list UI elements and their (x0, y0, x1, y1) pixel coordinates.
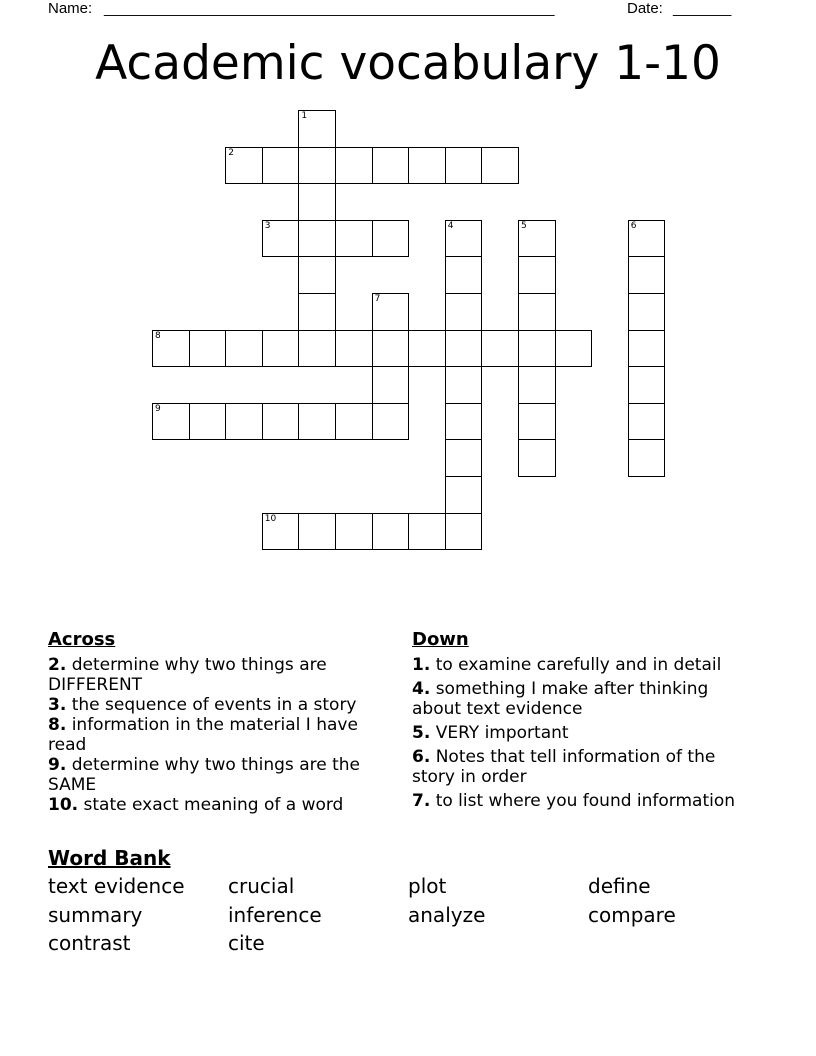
across-clue (48, 715, 388, 755)
date-label: Date: (627, 0, 663, 17)
crossword-cell[interactable] (518, 403, 556, 441)
crossword-cell[interactable] (298, 256, 336, 294)
crossword-cell[interactable] (518, 330, 556, 368)
crossword-cell[interactable] (189, 330, 227, 368)
crossword-cell[interactable] (518, 366, 556, 404)
crossword-cell[interactable] (555, 330, 593, 368)
crossword-cell[interactable] (445, 366, 483, 404)
clue-text: to examine carefully and in detail (430, 655, 722, 675)
clue-text: determine why two things are the SAME (48, 755, 360, 795)
clue-text: the sequence of events in a story (66, 695, 357, 715)
clue-text: information in the material I have read (48, 715, 358, 755)
crossword-cell[interactable] (335, 147, 373, 185)
clue-number-label: 8. (48, 715, 67, 735)
clue-number-label: 10. (48, 795, 79, 815)
clue-number-label: 4. (412, 679, 431, 699)
crossword-cell[interactable] (225, 403, 263, 441)
crossword-cell[interactable] (298, 513, 336, 551)
clue-number: 10 (264, 513, 277, 524)
clue-number: 5 (521, 220, 527, 231)
word-bank-item: summary (48, 903, 143, 927)
clue-text: Notes that tell information of the story in order (412, 747, 716, 787)
crossword-cell[interactable] (152, 403, 190, 441)
clue-text: to list where you found information (430, 791, 736, 811)
crossword-cell[interactable] (408, 513, 446, 551)
crossword-cell[interactable] (335, 330, 373, 368)
down-heading: Down (412, 629, 469, 650)
word-bank-item: compare (588, 903, 676, 927)
crossword-cell[interactable] (628, 293, 666, 331)
down-clue (412, 723, 762, 743)
word-bank-item: inference (228, 903, 322, 927)
page-title: Academic vocabulary 1-10 (95, 36, 721, 91)
crossword-cell[interactable] (262, 220, 300, 258)
across-heading: Across (48, 629, 116, 650)
crossword-cell[interactable] (372, 403, 410, 441)
crossword-cell[interactable] (518, 256, 556, 294)
down-clue (412, 791, 762, 811)
clue-number-label: 7. (412, 791, 431, 811)
word-bank-item: text evidence (48, 874, 185, 898)
crossword-cell[interactable] (628, 256, 666, 294)
crossword-cell[interactable] (518, 220, 556, 258)
crossword-cell[interactable] (445, 330, 483, 368)
clue-text: something I make after thinking about text evidence (412, 679, 709, 719)
word-bank-item: plot (408, 874, 447, 898)
clue-number-label: 2. (48, 655, 67, 675)
crossword-cell[interactable] (298, 147, 336, 185)
crossword-cell[interactable] (518, 439, 556, 477)
clue-number-label: 6. (412, 747, 431, 767)
word-bank-item: analyze (408, 903, 486, 927)
crossword-cell[interactable] (481, 330, 519, 368)
crossword-cell[interactable] (225, 147, 263, 185)
crossword-cell[interactable] (298, 183, 336, 221)
crossword-cell[interactable] (445, 513, 483, 551)
crossword-cell[interactable] (628, 439, 666, 477)
name-blank[interactable]: ______________________________________________________ (104, 0, 555, 17)
crossword-cell[interactable] (298, 330, 336, 368)
crossword-cell[interactable] (628, 330, 666, 368)
crossword-cell[interactable] (372, 366, 410, 404)
across-clue (48, 795, 388, 815)
crossword-cell[interactable] (298, 220, 336, 258)
crossword-cell[interactable] (408, 330, 446, 368)
clue-number: 1 (301, 111, 308, 121)
crossword-cell[interactable] (628, 366, 666, 404)
crossword-cell[interactable] (628, 220, 666, 258)
crossword-cell[interactable] (335, 403, 373, 441)
crossword-cell[interactable] (372, 147, 410, 185)
clue-text: state exact meaning of a word (78, 795, 344, 815)
word-bank-item: crucial (228, 874, 295, 898)
crossword-cell[interactable] (445, 403, 483, 441)
name-label: Name: (48, 0, 93, 17)
clue-number: 3 (264, 220, 271, 231)
clue-number-label: 9. (48, 755, 67, 775)
across-clue (48, 755, 388, 795)
date-blank[interactable]: _______ (673, 0, 732, 17)
crossword-cell[interactable] (445, 256, 483, 294)
crossword-cell[interactable] (262, 330, 300, 368)
crossword-cell[interactable] (445, 293, 483, 331)
clue-text: VERY important (430, 723, 569, 743)
crossword-cell[interactable] (262, 403, 300, 441)
crossword-cell[interactable] (518, 293, 556, 331)
crossword-cell[interactable] (445, 147, 483, 185)
clue-number-label: 3. (48, 695, 67, 715)
clue-number: 4 (447, 220, 454, 231)
crossword-cell[interactable] (372, 293, 410, 331)
across-clue (48, 655, 388, 695)
word-bank-title: Word Bank (48, 846, 171, 870)
crossword-cell[interactable] (335, 513, 373, 551)
crossword-cell[interactable] (262, 147, 300, 185)
clue-number: 9 (155, 403, 161, 414)
crossword-cell[interactable] (298, 293, 336, 331)
crossword-cell[interactable] (445, 439, 483, 477)
clue-number: 8 (155, 330, 161, 341)
down-clue (412, 655, 762, 675)
across-clue-list (48, 655, 388, 815)
clue-text: determine why two things are DIFFERENT (48, 655, 327, 695)
clue-number: 2 (228, 147, 234, 158)
down-clue-list (412, 655, 762, 815)
clue-number-label: 1. (412, 655, 431, 675)
crossword-cell[interactable] (408, 147, 446, 185)
word-bank-item: cite (228, 931, 265, 955)
crossword-cell[interactable] (372, 330, 410, 368)
crossword-cell[interactable] (298, 403, 336, 441)
clue-number: 7 (374, 294, 381, 304)
clue-number: 6 (630, 220, 637, 231)
crossword-cell[interactable] (445, 220, 483, 258)
across-clue (48, 695, 388, 715)
crossword-cell[interactable] (152, 330, 190, 368)
crossword-cell[interactable] (298, 110, 336, 148)
crossword-cell[interactable] (225, 330, 263, 368)
down-clue (412, 679, 762, 719)
clue-number-label: 5. (412, 723, 431, 743)
crossword-cell[interactable] (445, 476, 483, 514)
crossword-cell[interactable] (262, 513, 300, 551)
crossword-cell[interactable] (372, 220, 410, 258)
crossword-cell[interactable] (189, 403, 227, 441)
word-bank-item: contrast (48, 931, 131, 955)
word-bank-item: define (588, 874, 651, 898)
crossword-cell[interactable] (481, 147, 519, 185)
crossword-cell[interactable] (335, 220, 373, 258)
down-clue (412, 747, 762, 787)
crossword-cell[interactable] (628, 403, 666, 441)
crossword-cell[interactable] (372, 513, 410, 551)
